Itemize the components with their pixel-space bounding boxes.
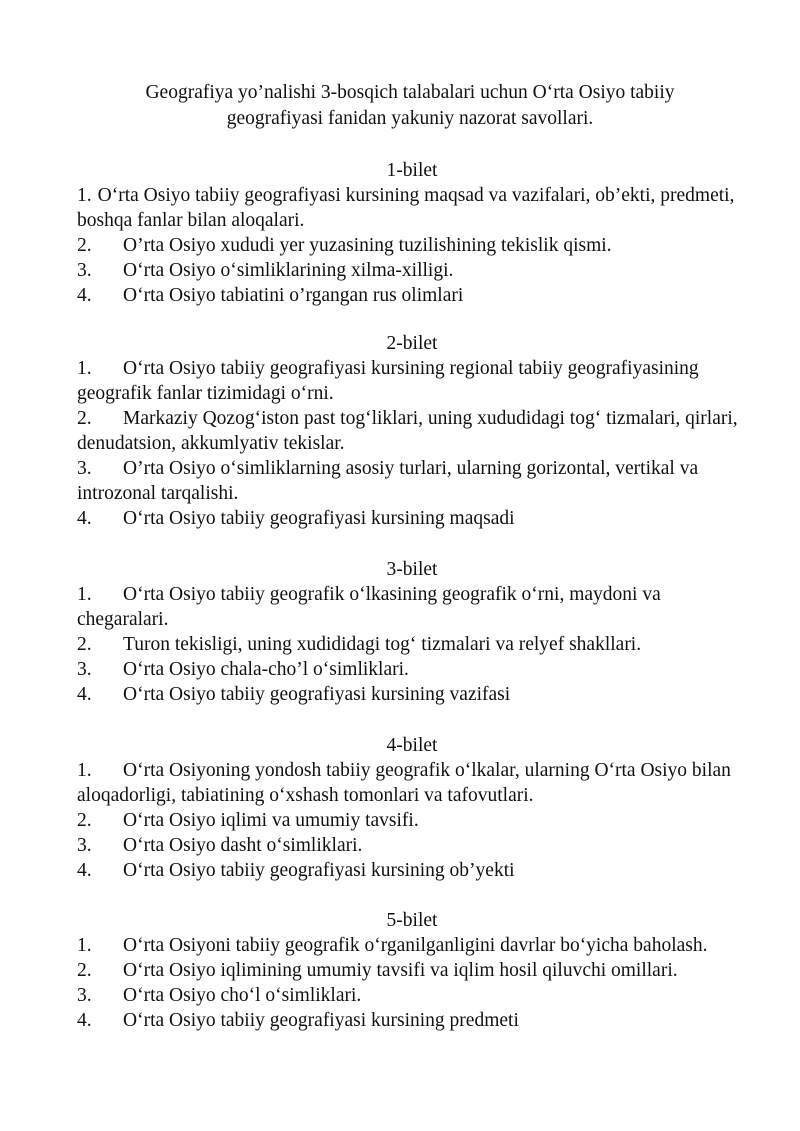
question-number: 3. <box>77 659 92 680</box>
question-text: O‘rta Osiyo tabiiy geografiyasi kursining ob’yekti <box>123 860 515 881</box>
question-number: 2. <box>77 960 92 981</box>
bilet-heading: 2-bilet <box>386 333 438 354</box>
question-number: 1. <box>77 584 92 605</box>
title-line-2: geografiyasi fanidan yakuniy nazorat savollari. <box>226 108 594 129</box>
question-text: O‘rta Osiyo o‘simliklarining xilma-xilligi. <box>123 260 454 281</box>
question-item <box>77 582 747 632</box>
bilet-2 <box>77 331 747 531</box>
question-number: 4. <box>77 684 92 705</box>
question-number: 2. <box>77 634 92 655</box>
question-number: 3. <box>77 458 92 479</box>
bilet-heading: 4-bilet <box>386 735 438 756</box>
question-number: 1. <box>77 358 92 379</box>
question-item <box>77 1008 747 1033</box>
question-number: 1. <box>77 935 92 956</box>
question-item <box>77 657 747 682</box>
question-item <box>77 808 747 833</box>
question-text: O’rta Osiyo xududi yer yuzasining tuzilishining tekislik qismi. <box>123 235 612 256</box>
question-number: 2. <box>77 810 92 831</box>
bilet-heading: 3-bilet <box>386 559 438 580</box>
question-number: 1. <box>77 185 92 206</box>
question-text: O‘rta Osiyo chala-cho’l o‘simliklari. <box>123 659 409 680</box>
question-item <box>77 356 747 406</box>
question-number: 4. <box>77 285 92 306</box>
question-text: O‘rta Osiyo tabiiy geografiyasi kursining regional tabiiy geografiyasining geografik fanlar tizimidagi o‘rni. <box>77 358 699 404</box>
question-item <box>77 858 747 883</box>
bilet-3 <box>77 557 747 707</box>
bilet-1 <box>77 158 747 308</box>
question-item <box>77 183 747 233</box>
question-item <box>77 632 747 657</box>
question-text: Markaziy Qozog‘iston past tog‘liklari, uning xududidagi tog‘ tizmalari, qirlari, denudatsion, akkumlyativ tekislar. <box>77 408 738 454</box>
question-item <box>77 258 747 283</box>
bilet-4 <box>77 733 747 883</box>
question-number: 3. <box>77 985 92 1006</box>
question-number: 3. <box>77 260 92 281</box>
question-text: O‘rta Osiyo dasht o‘simliklari. <box>123 835 363 856</box>
question-item <box>77 506 747 531</box>
question-number: 4. <box>77 860 92 881</box>
question-number: 4. <box>77 508 92 529</box>
question-text: O’rta Osiyo o‘simliklarning asosiy turlari, ularning gorizontal, vertikal va introzonal tarqalishi. <box>77 458 699 504</box>
question-text: O‘rta Osiyoning yondosh tabiiy geografik o‘lkalar, ularning O‘rta Osiyo bilan aloqadorligi, tabiatining o‘xshash tomonlari va tafovutlari. <box>77 760 731 806</box>
question-item <box>77 833 747 858</box>
question-number: 3. <box>77 835 92 856</box>
question-number: 4. <box>77 1010 92 1031</box>
question-text: O‘rta Osiyo iqlimining umumiy tavsifi va iqlim hosil qiluvchi omillari. <box>123 960 678 981</box>
question-text: O‘rta Osiyoni tabiiy geografik o‘rganilganligini davrlar bo‘yicha baholash. <box>123 935 708 956</box>
document-title <box>60 80 760 132</box>
question-item <box>77 406 747 456</box>
question-item <box>77 958 747 983</box>
question-text: O‘rta Osiyo tabiiy geografiyasi kursining vazifasi <box>123 684 511 705</box>
question-text: O‘rta Osiyo tabiiy geografiyasi kursining predmeti <box>123 1010 519 1031</box>
question-text: O‘rta Osiyo tabiiy geografiyasi kursining maqsadi <box>123 508 515 529</box>
question-item <box>77 682 747 707</box>
question-number: 1. <box>77 760 92 781</box>
question-text: O‘rta Osiyo tabiiy geografik o‘lkasining geografik o‘rni, maydoni va chegaralari. <box>77 584 661 630</box>
question-text: O‘rta Osiyo iqlimi va umumiy tavsifi. <box>123 810 419 831</box>
question-text: O‘rta Osiyo tabiatini o’rgangan rus olimlari <box>123 285 464 306</box>
question-item <box>77 983 747 1008</box>
title-line-1: Geografiya yo’nalishi 3-bosqich talabalari uchun O‘rta Osiyo tabiiy <box>145 82 675 103</box>
question-item <box>77 456 747 506</box>
question-number: 2. <box>77 408 92 429</box>
bilet-heading: 5-bilet <box>386 910 438 931</box>
question-number: 2. <box>77 235 92 256</box>
question-item <box>77 933 747 958</box>
bilet-5 <box>77 908 747 1033</box>
bilet-heading: 1-bilet <box>386 160 438 181</box>
question-text: O‘rta Osiyo cho‘l o‘simliklari. <box>123 985 362 1006</box>
question-item <box>77 758 747 808</box>
question-item <box>77 283 747 308</box>
question-item <box>77 233 747 258</box>
question-text: O‘rta Osiyo tabiiy geografiyasi kursining maqsad va vazifalari, ob’ekti, predmeti, boshqa fanlar bilan aloqalari. <box>77 185 735 231</box>
question-text: Turon tekisligi, uning xudididagi tog‘ tizmalari va relyef shakllari. <box>123 634 642 655</box>
